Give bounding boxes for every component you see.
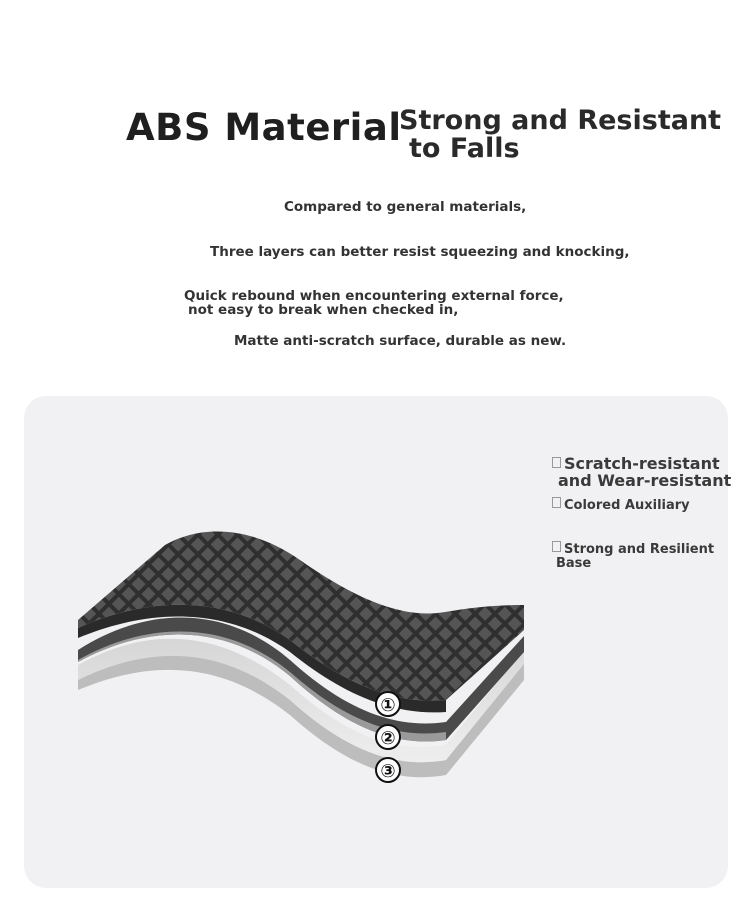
bullet-icon: [552, 497, 561, 508]
description-line-3b: not easy to break when checked in,: [188, 302, 459, 318]
label-3-line-2: Base: [556, 556, 592, 571]
description-line-3a: Quick rebound when encountering external force,: [184, 288, 564, 304]
marker-1: [376, 692, 400, 716]
marker-1-label: ①: [380, 695, 396, 716]
subtitle-line-1: Strong and Resistant: [399, 105, 722, 136]
label-1-line-2: and Wear-resistant: [558, 471, 732, 490]
main-title: ABS Material: [126, 106, 402, 149]
label-strong-base: [552, 541, 714, 571]
bullet-icon: [552, 457, 561, 468]
label-3-line-1: Strong and Resilient: [564, 542, 715, 557]
label-colored-auxiliary: [552, 497, 690, 513]
bullet-icon: [552, 541, 561, 552]
description-line-4: Matte anti-scratch surface, durable as new.: [234, 333, 567, 349]
label-1-line-1: Scratch-resistant: [564, 454, 720, 473]
description-line-1: Compared to general materials,: [284, 199, 527, 215]
label-scratch-resistant: [552, 455, 731, 489]
label-2: Colored Auxiliary: [564, 498, 690, 513]
marker-3: [376, 758, 400, 782]
marker-2: [376, 725, 400, 749]
marker-3-label: ③: [380, 761, 396, 782]
subtitle-line-2: to Falls: [409, 133, 520, 164]
description-line-2: Three layers can better resist squeezing and knocking,: [210, 244, 630, 260]
marker-2-label: ②: [380, 728, 396, 749]
